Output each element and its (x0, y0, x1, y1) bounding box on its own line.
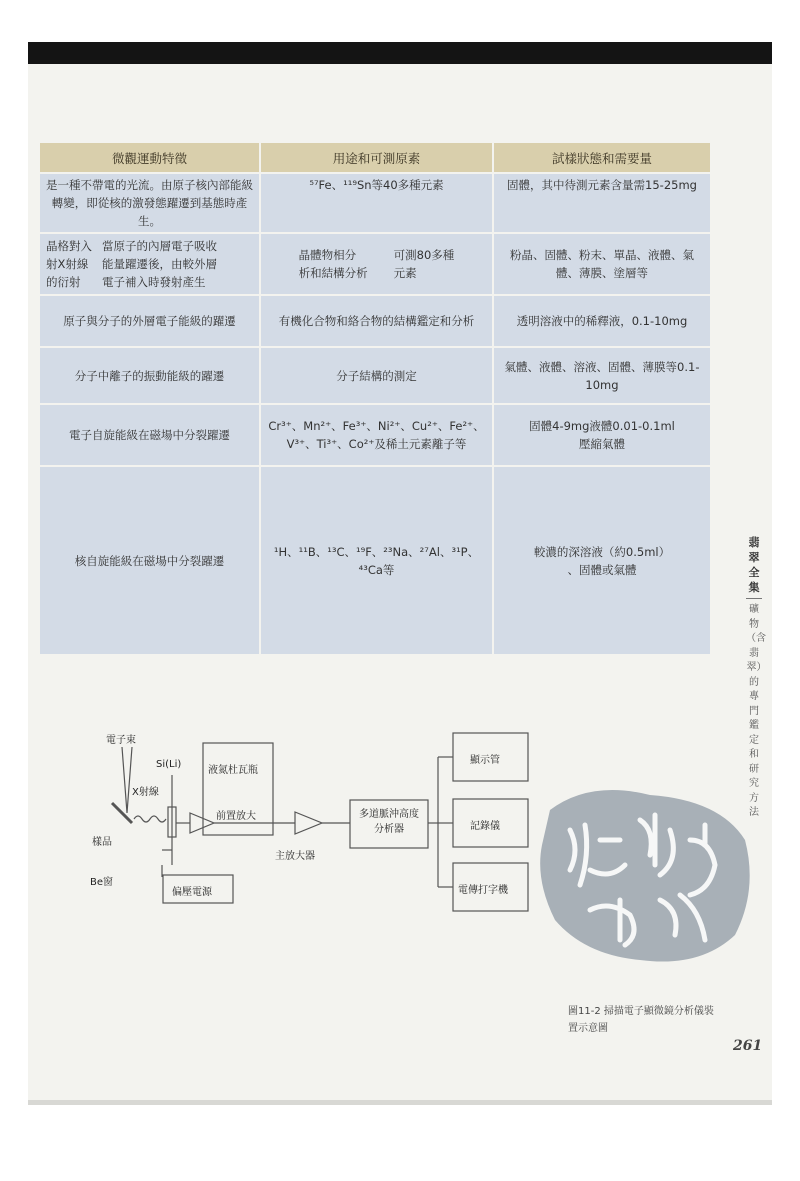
electron-beam-shape (122, 747, 132, 813)
preamp-triangle (190, 813, 214, 833)
cell-feature (40, 466, 260, 654)
cell-text: Cr³⁺、Mn²⁺、Fe³⁺、Ni²⁺、Cu²⁺、Fe²⁺、V³⁺、Ti³⁺、Co²⁺及稀土元素離子等 (268, 419, 485, 451)
table-row (40, 233, 710, 295)
cell-feature (40, 295, 260, 347)
xray-wave (134, 816, 166, 822)
label-typewriter: 電傳打字機 (458, 885, 508, 896)
cell-use (260, 404, 493, 466)
label-be-window: Be窗 (90, 877, 114, 888)
cell-text: 分子結構的測定 (336, 368, 417, 383)
table-row (40, 466, 710, 654)
table-header-row (40, 143, 710, 173)
cell-use (260, 173, 493, 233)
label-display: 顯示管 (470, 755, 500, 766)
cell-use (260, 466, 493, 654)
label-si-li: Si(Li) (156, 759, 182, 770)
main-amp-triangle (295, 812, 322, 834)
cell-sample (493, 233, 710, 295)
cell-text: 可測80多種 元素 (393, 248, 455, 280)
cell-sample (493, 404, 710, 466)
side-chapter-title: 礦物（含翡翠）的專門鑑定和研究方法 (746, 598, 762, 821)
table-row (40, 404, 710, 466)
header-feature: 微觀運動特徵 (40, 143, 260, 173)
header-use: 用途和可測原素 (260, 143, 493, 173)
cell-text: 較濃的深溶液（約0.5ml） 、固體或氣體 (533, 544, 671, 577)
side-book-title: 翡翠全集 (748, 536, 760, 594)
cell-text: 核自旋能級在磁場中分裂躍遷 (74, 553, 225, 568)
cell-text: 當原子的內層電子吸收 能量躍遷後，由較外層 電子補入時發射產生 (102, 239, 217, 289)
label-main-amp: 主放大器 (275, 851, 315, 862)
page-number: 261 (733, 1038, 763, 1054)
cell-use (260, 233, 493, 295)
scan-top-edge (28, 42, 772, 66)
cell-feature (40, 173, 260, 233)
cell-text: 粉晶、固體、粉末、單晶、液體、氣體、薄膜、塗層等 (510, 248, 694, 280)
cell-feature (40, 347, 260, 404)
label-sample: 樣品 (92, 837, 112, 848)
cell-text: 分子中離子的振動能級的躍遷 (74, 368, 225, 383)
label-xray: X射線 (132, 787, 159, 798)
label-analyzer: 多道脈沖高度分析器 (359, 809, 419, 835)
cell-sample (493, 173, 710, 233)
cell-text: 固體4-9mg液體0.01-0.1ml 壓縮氣體 (529, 419, 675, 451)
cell-text: 透明溶液中的稀釋液，0.1-10mg (516, 314, 688, 328)
cell-text: 電子自旋能級在磁場中分裂躍遷 (69, 428, 230, 442)
cell-feature (40, 233, 260, 295)
label-electron-beam: 電子束 (106, 735, 136, 746)
cell-text: ⁵⁷Fe、¹¹⁹Sn等40多種元素 (309, 178, 444, 192)
cell-feature (40, 404, 260, 466)
table-row (40, 173, 710, 233)
page-bottom-edge (28, 1100, 772, 1105)
cell-use (260, 295, 493, 347)
sample-shape (112, 803, 132, 823)
label-recorder: 記錄儀 (470, 821, 500, 832)
label-bias-supply: 偏壓電源 (172, 887, 212, 898)
cell-text: 固體，其中待測元素含量需15-25mg (507, 178, 697, 192)
edx-block-diagram (70, 715, 570, 925)
table-row (40, 295, 710, 347)
methods-table (40, 143, 710, 654)
figure-caption: 圖11-2 掃描電子顯微鏡分析儀裝置示意圖 (568, 1006, 714, 1034)
cell-use (260, 347, 493, 404)
cell-text: 有機化合物和絡合物的結構鑑定和分析 (278, 314, 475, 328)
label-dewar: 液氮杜瓦瓶 (208, 765, 258, 776)
cell-sample (493, 347, 710, 404)
cell-text: 氣體、液體、溶液、固體、薄膜等0.1-10mg (504, 359, 700, 392)
cell-text: 原子與分子的外層電子能級的躍遷 (63, 314, 236, 328)
cell-text: 晶體物相分 析和結構分析 (298, 248, 368, 280)
cell-sample (493, 466, 710, 654)
cell-text: 晶格對入 射X射線 的衍射 (46, 239, 92, 289)
table-row (40, 347, 710, 404)
label-preamp: 前置放大 (216, 811, 256, 822)
cell-text: 是一種不帶電的光流。由原子核內部能級轉變，即從核的激發態躍遷到基態時產生。 (46, 178, 253, 228)
header-sample: 試樣狀態和需要量 (493, 143, 710, 173)
cell-text: ¹H、¹¹B、¹³C、¹⁹F、²³Na、²⁷Al、³¹P、⁴³Ca等 (273, 544, 480, 577)
cell-sample (493, 295, 710, 347)
